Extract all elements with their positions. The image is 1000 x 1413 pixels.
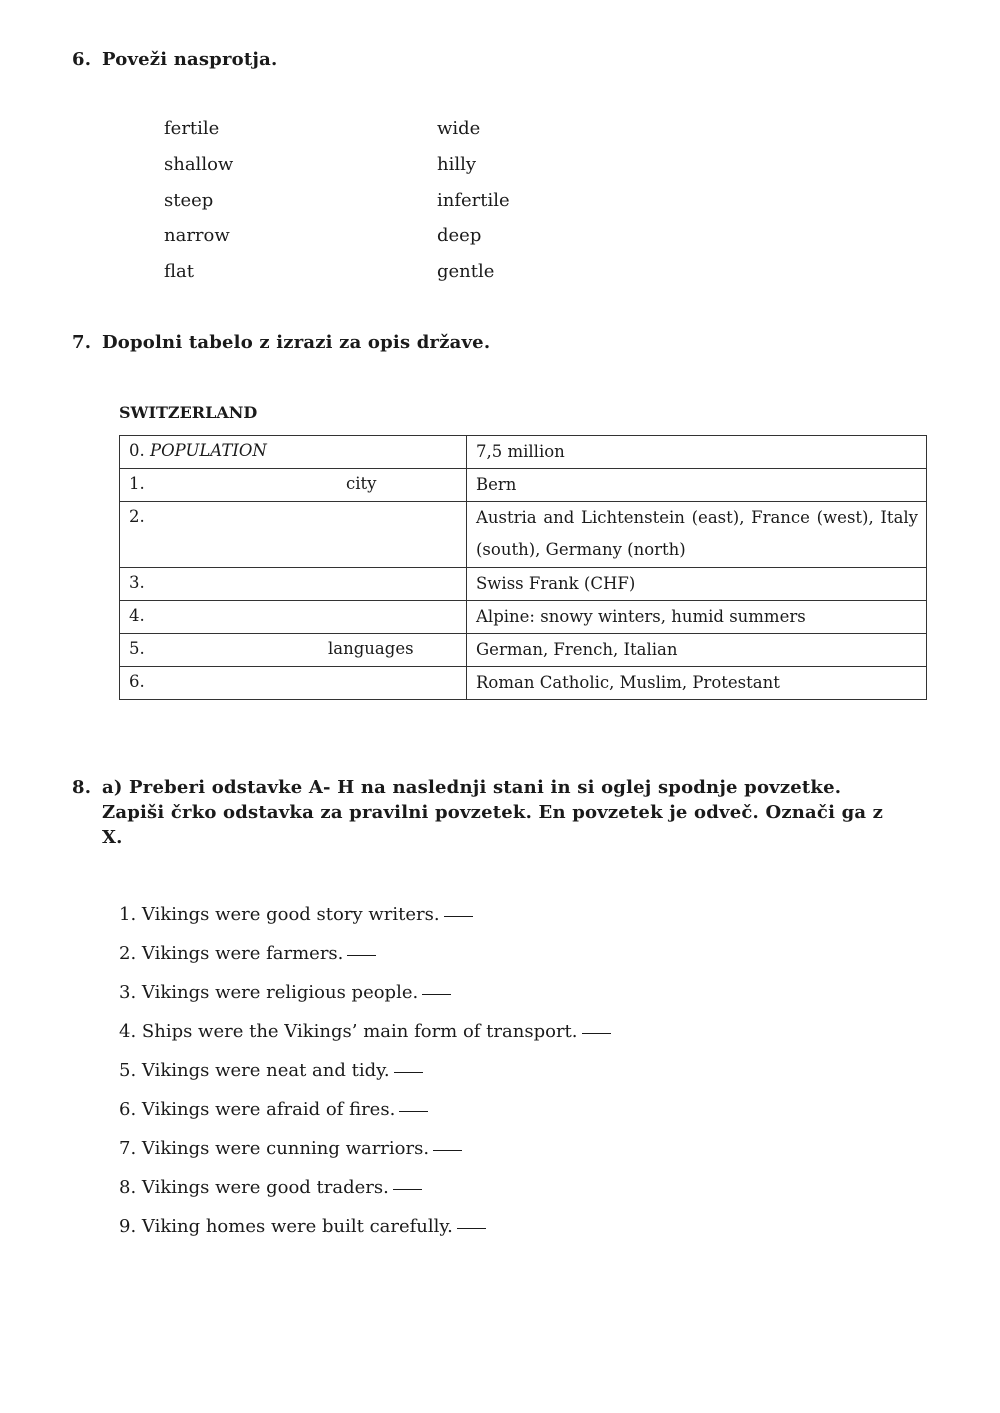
task8-title-line1: a) Preberi odstavke A- H na naslednji stani in si oglej spodnje povzetke. [102,777,842,798]
list-item [119,904,473,925]
summary-text: 4. Ships were the Vikings’ main form of transport. [119,1021,578,1042]
opposite-left-word: fertile [164,118,220,139]
table-value-cell: Swiss Frank (CHF) [467,568,927,601]
task6-title: Poveži nasprotja. [102,49,278,70]
list-item [119,943,376,964]
answer-blank[interactable] [347,955,376,956]
row-number: 3. [129,573,145,592]
answer-blank[interactable] [457,1228,486,1229]
table-row [120,667,927,700]
summary-text: 3. Vikings were religious people. [119,982,419,1003]
list-item [119,1099,428,1120]
table-row [120,469,927,502]
table-value-cell: Austria and Lichtenstein (east), France (west), Italy (south), Germany (north) [467,502,927,568]
answer-blank[interactable] [399,1111,428,1112]
task8-number: 8. [72,777,92,798]
summary-text: 6. Vikings were afraid of fires. [119,1099,396,1120]
row-hint-word: languages [328,639,414,658]
task6-heading [72,49,472,73]
answer-blank[interactable] [582,1033,611,1034]
task6-number: 6. [72,49,92,70]
list-item [119,1177,422,1198]
answer-blank[interactable] [444,916,473,917]
row-number: 5. [129,639,145,658]
opposite-right-word: wide [437,118,481,139]
opposite-left-word: steep [164,190,214,211]
row-label: POPULATION [150,441,267,460]
row-number: 2. [129,507,145,526]
task7-title: Dopolni tabelo z izrazi za opis države. [102,332,491,353]
task7-number: 7. [72,332,92,353]
task8-title-line3: X. [102,827,123,848]
table-label-cell [120,436,467,469]
table-label-cell [120,568,467,601]
table-value-cell: German, French, Italian [467,634,927,667]
answer-blank[interactable] [422,994,451,995]
summary-text: 2. Vikings were farmers. [119,943,344,964]
summary-text: 9. Viking homes were built carefully. [119,1216,453,1237]
row-number: 0. [129,441,145,460]
opposite-right-word: deep [437,225,482,246]
table-value-cell: 7,5 million [467,436,927,469]
row-number: 4. [129,606,145,625]
table-label-cell [120,601,467,634]
country-info-table [119,435,927,700]
row-number: 6. [129,672,145,691]
table-value-cell: Roman Catholic, Muslim, Protestant [467,667,927,700]
summary-text: 1. Vikings were good story writers. [119,904,440,925]
list-item [119,1060,423,1081]
table-row [120,634,927,667]
answer-blank[interactable] [433,1150,462,1151]
table-row [120,436,927,469]
opposite-left-word: flat [164,261,194,282]
table-row [120,601,927,634]
table-row [120,568,927,601]
opposite-right-word: gentle [437,261,495,282]
table-label-cell [120,667,467,700]
task7-heading [72,332,672,356]
table-label-cell [120,634,467,667]
answer-blank[interactable] [393,1189,422,1190]
list-item [119,1138,462,1159]
table-label-cell [120,502,467,568]
list-item [119,1216,486,1237]
summary-text: 8. Vikings were good traders. [119,1177,389,1198]
row-hint-word: city [346,474,377,493]
table-value-cell: Alpine: snowy winters, humid summers [467,601,927,634]
list-item [119,1021,611,1042]
opposite-left-word: narrow [164,225,230,246]
country-title: SWITZERLAND [119,403,258,422]
table-value-cell: Bern [467,469,927,502]
table-row [120,502,927,568]
row-number: 1. [129,474,145,493]
summary-text: 7. Vikings were cunning warriors. [119,1138,430,1159]
summary-text: 5. Vikings were neat and tidy. [119,1060,390,1081]
task8-title-line2: Zapiši črko odstavka za pravilni povzetek. En povzetek je odveč. Označi ga z [102,802,884,823]
task8-heading [72,777,952,857]
table-label-cell [120,469,467,502]
answer-blank[interactable] [394,1072,423,1073]
opposite-right-word: infertile [437,190,510,211]
opposite-left-word: shallow [164,154,234,175]
opposite-right-word: hilly [437,154,477,175]
list-item [119,982,451,1003]
